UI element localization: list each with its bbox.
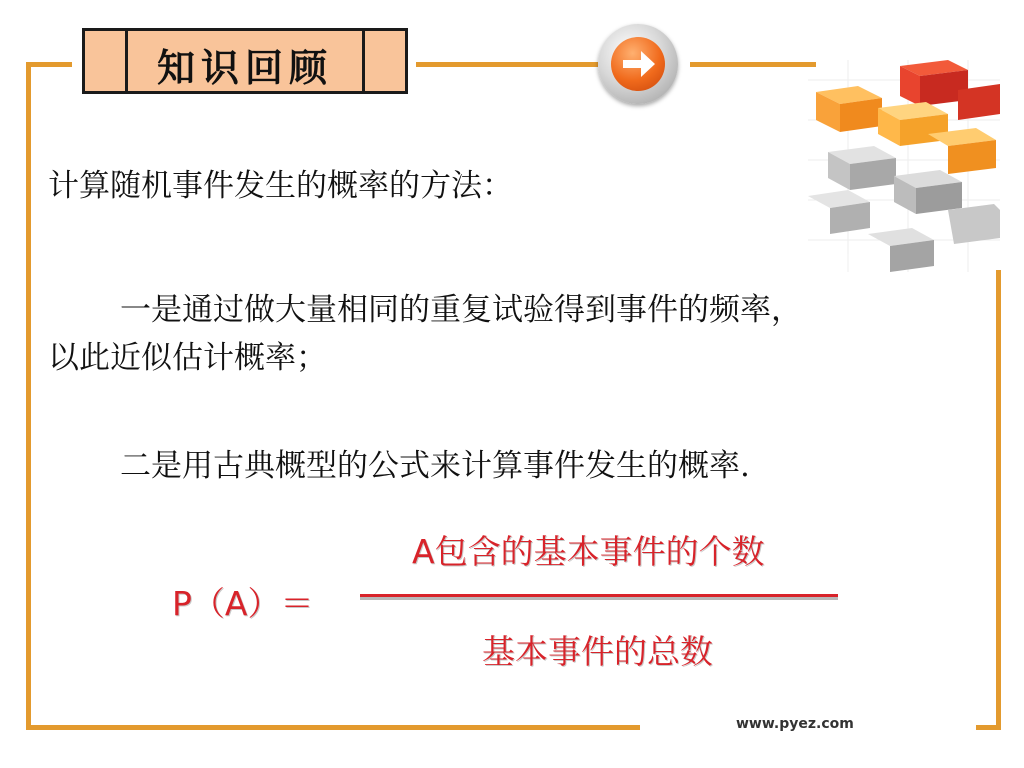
next-button[interactable] (598, 24, 678, 104)
method-two: 二是用古典概型的公式来计算事件发生的概率. (120, 448, 750, 484)
formula-lhs: P（A）＝ (172, 584, 314, 623)
frame-border (690, 62, 816, 67)
frame-border (26, 62, 31, 730)
frame-border (416, 62, 598, 67)
frame-border (26, 725, 640, 730)
slide-title: 知识回顾 (156, 45, 333, 90)
website-url: www.pyez.com (736, 716, 854, 732)
arrow-right-icon (611, 37, 665, 91)
next-button-face[interactable] (611, 37, 665, 91)
method-one-line2: 以此近似估计概率； (48, 340, 327, 376)
fraction-bar (360, 594, 838, 597)
decorative-blocks (808, 60, 1000, 272)
section-heading: 计算随机事件发生的概率的方法： (48, 168, 513, 204)
frame-border (976, 725, 1001, 730)
title-box (82, 28, 408, 94)
method-one-line1: 一是通过做大量相同的重复试验得到事件的频率， (120, 292, 802, 328)
formula-denominator: 基本事件的总数 (482, 632, 713, 671)
frame-border (26, 62, 72, 67)
frame-border (996, 270, 1001, 730)
formula-numerator: A包含的基本事件的个数 (412, 532, 765, 571)
